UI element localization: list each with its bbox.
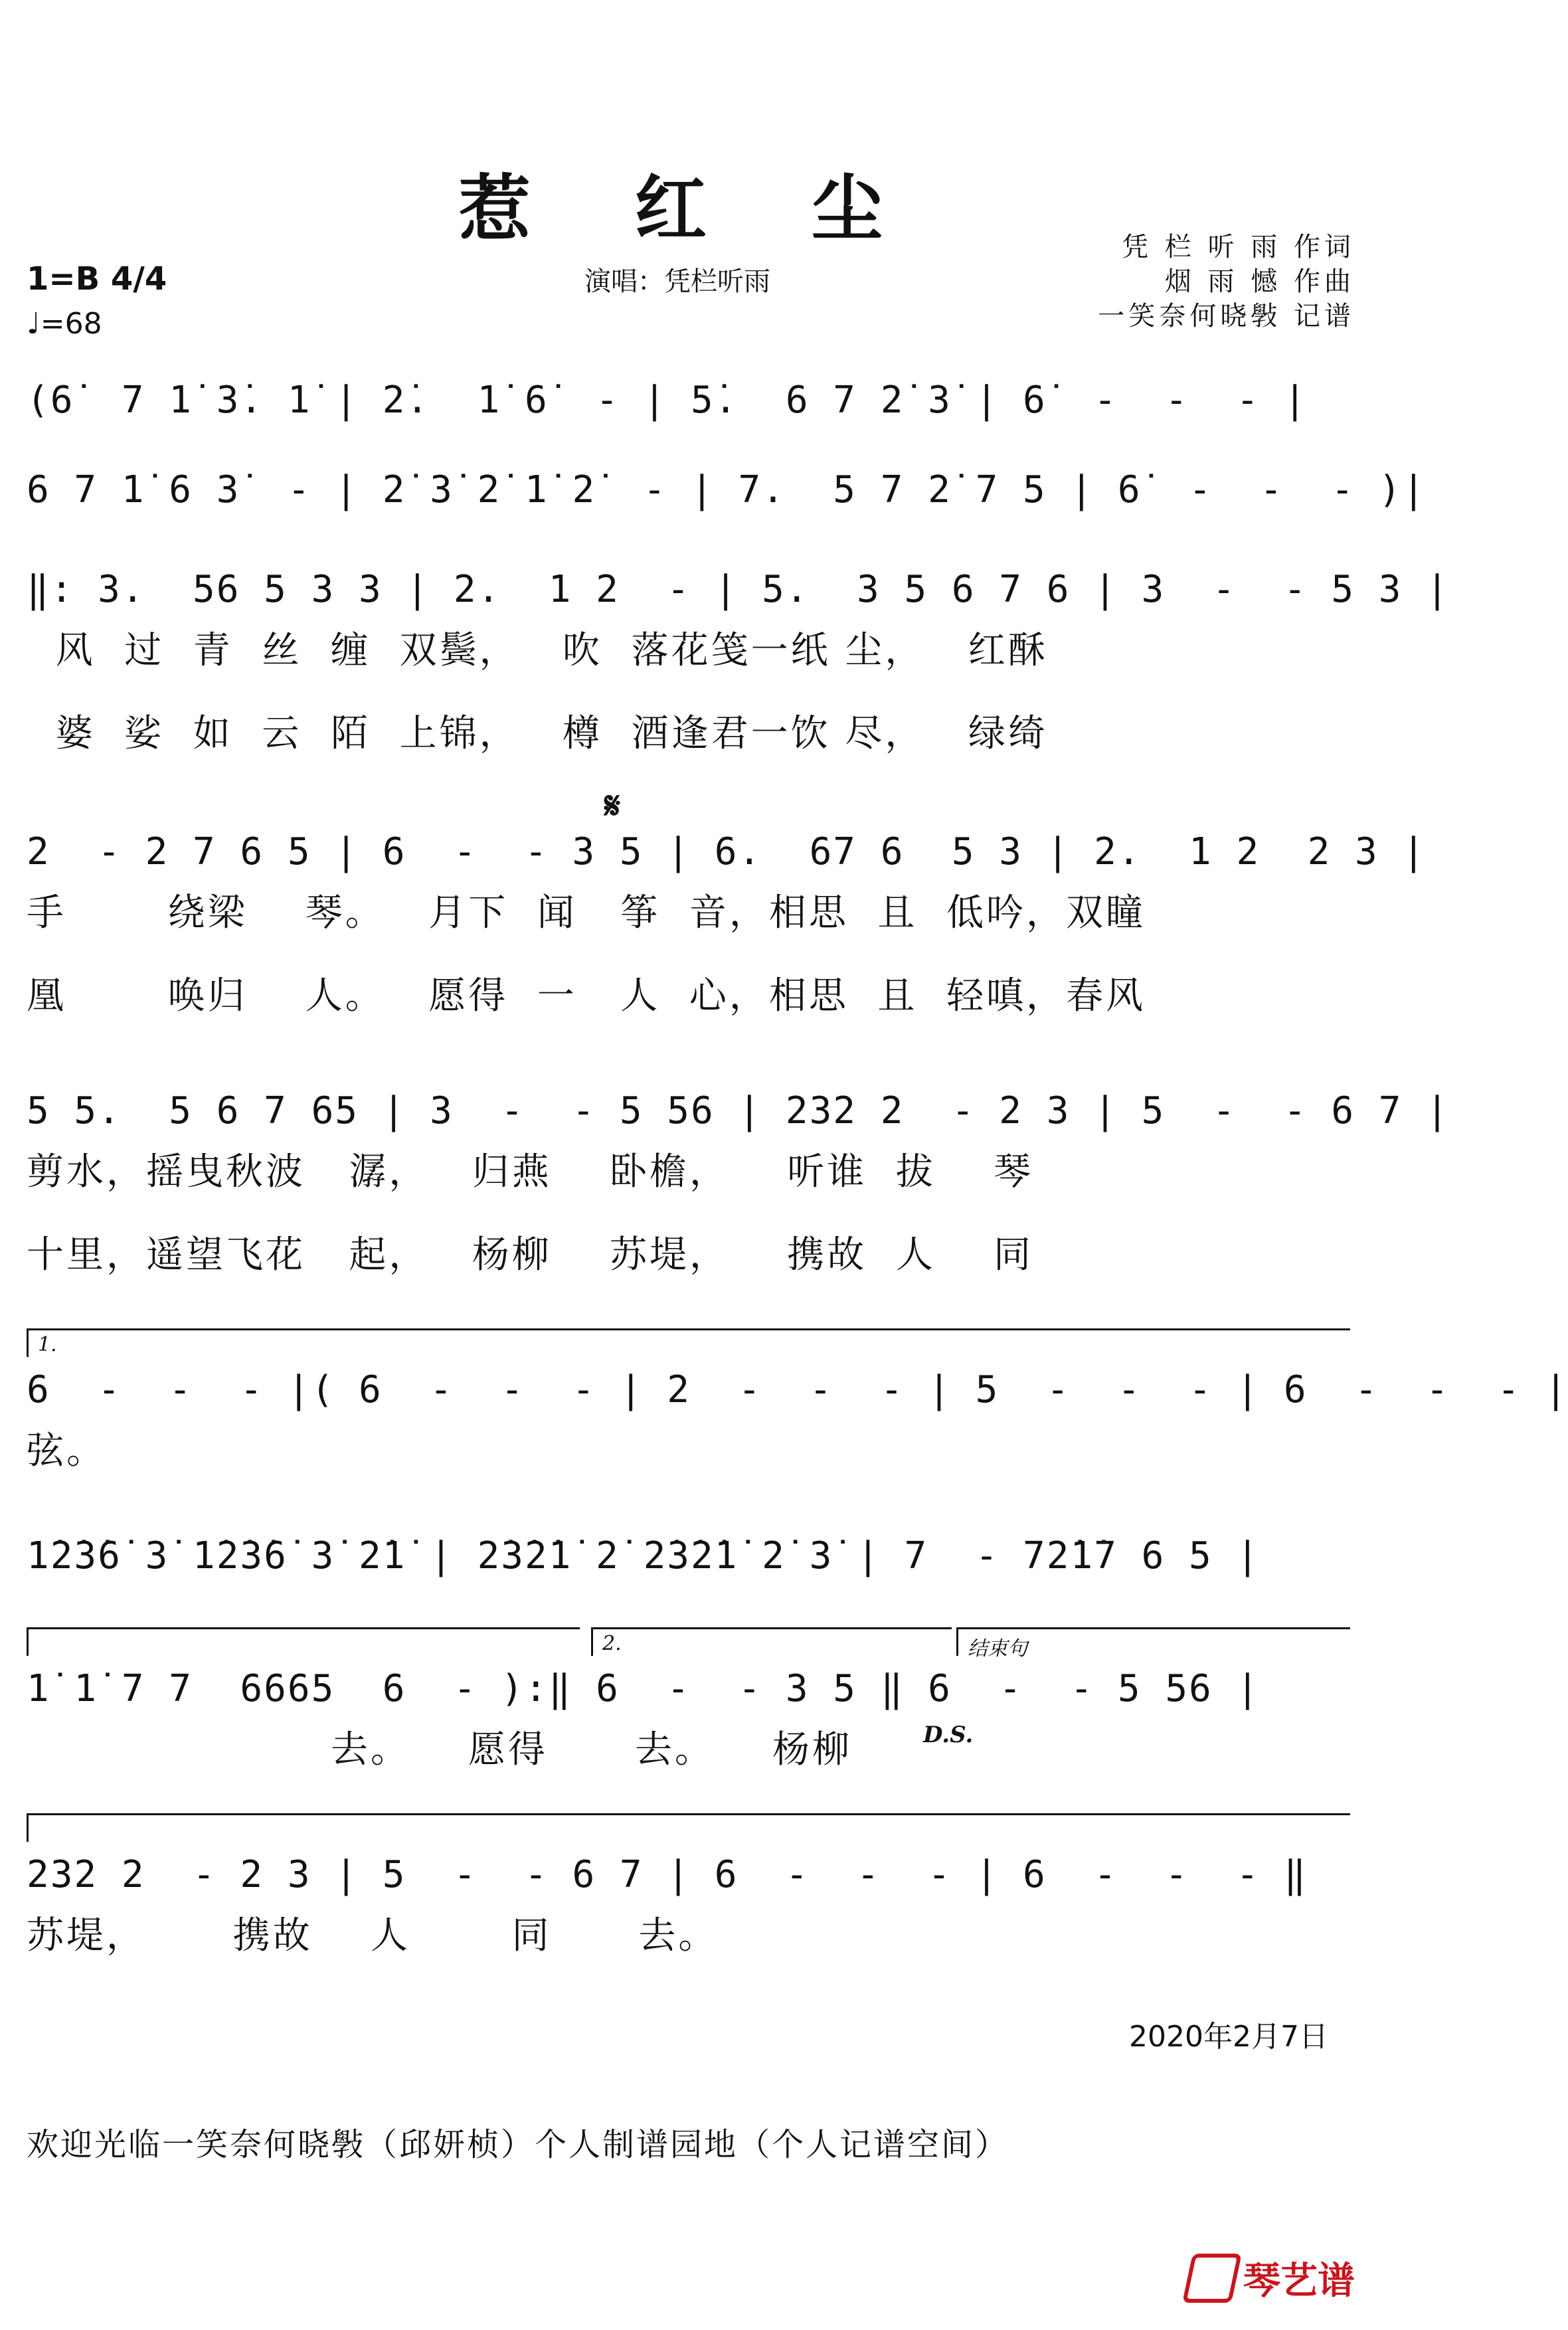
tempo-mark: ♩=68	[27, 307, 102, 341]
lyric-line: 凰 唤归 人。 愿得 一 人 心，相思 且 轻嗔，春风	[27, 974, 1146, 1018]
lyric-line: 剪水，摇曳秋波 潺， 归燕 卧檐， 听谁 拔 琴	[27, 1150, 1034, 1194]
dal-segno-mark: D.S.	[923, 1722, 974, 1748]
score-row-8	[27, 1667, 1355, 1727]
score-row-6	[27, 1368, 1568, 1428]
notation-line: 232 2 - 2 3 | 5 - - 6 7 | 6 - - - | 6 - - - ‖	[27, 1853, 1308, 1896]
score-row-5	[27, 1089, 1450, 1149]
score-row-3	[27, 568, 1450, 628]
lyric-line: 苏堤， 携故 人 同 去。	[27, 1914, 719, 1957]
segno-sign: 𝄋	[604, 784, 621, 828]
ending-bracket: 结束句	[956, 1627, 1350, 1656]
score-row-9	[27, 1853, 1355, 1913]
transcription-date: 2020年2月7日	[1129, 2020, 1328, 2054]
singer-credit: 演唱：凭栏听雨	[584, 266, 770, 297]
score-row-7	[27, 1534, 1355, 1594]
notation-line: 1̇2̇3̇6̇ 3̇ 1̇2̇3̇6̇ 3̇ 2̇1̇ | 2̇3̇2̇1̇ 2̇ 2̇3̇2̇1̇ 2̇ 3̇ | 7 - 72̇1̇7 6 5 |	[27, 1534, 1261, 1577]
score-title: 惹 红 尘	[458, 167, 923, 251]
ending-bracket-continued	[27, 1813, 1350, 1842]
lyricist-credit: 凭 栏 听 雨 作词	[1122, 232, 1355, 262]
lyric-line: 弦。	[27, 1429, 106, 1473]
score-row-4	[27, 830, 1427, 890]
volta-bracket-repeat	[27, 1627, 580, 1656]
volta-bracket-2: 2.	[591, 1627, 952, 1656]
volta-bracket-1: 1.	[27, 1328, 1350, 1357]
notation-line: 5 5. 5 6 7 65 | 3 - - 5 56 | 232 2 - 2 3 | 5 - - 6 7 |	[27, 1089, 1450, 1132]
transcriber-credit: 一笑奈何晓斅 记谱	[1098, 301, 1355, 331]
key-signature: 1=B 4/4	[27, 260, 167, 298]
notation-line: (6̇ 7 1̇ 3̇. 1̇ | 2̇. 1̇ 6̇ - | 5̇. 6 7 2̇ 3̇ | 6̇ - - - |	[27, 379, 1308, 422]
logo-text: 琴艺谱	[1243, 2260, 1355, 2303]
footer-note: 欢迎光临一笑奈何晓斅（邱妍桢）个人制谱园地（个人记谱空间）	[27, 2126, 1009, 2163]
notation-line: 6 7 1̇ 6 3̇ - | 2̇ 3̇ 2̇ 1̇ 2̇ - | 7. 5 7 2̇ 7 5 | 6̇ - - - )|	[27, 468, 1427, 511]
notation-line: ‖: 3. 56 5 3 3 | 2. 1 2 - | 5. 3 5 6 7 6 | 3 - - 5 3 |	[27, 568, 1450, 611]
site-logo	[1187, 2252, 1355, 2305]
notation-line: 6 - - - |( 6 - - - | 2 - - - | 5 - - - | 6 - - - |	[27, 1368, 1568, 1411]
lyric-line: 去。 愿得 去。 杨柳	[27, 1728, 853, 1771]
notation-line: 2 - 2 7 6 5 | 6 - - 3 5 | 6. 67 6 5 3 | 2. 1 2 2 3 |	[27, 830, 1427, 873]
score-row-1	[27, 379, 1355, 438]
lyric-line: 手 绕梁 琴。 月下 闻 筝 音，相思 且 低吟，双瞳	[27, 891, 1146, 935]
composer-credit: 烟 雨 憾 作曲	[1164, 266, 1355, 297]
logo-mark-icon	[1182, 2254, 1242, 2303]
lyric-line: 风 过 青 丝 缠 双鬓， 吹 落花笺一纸 尘， 红酥	[27, 629, 1048, 672]
lyric-line: 十里，遥望飞花 起， 杨柳 苏堤， 携故 人 同	[27, 1233, 1034, 1277]
notation-line: 1̇ 1̇ 7 7 6665 6 - ):‖ 6 - - 3 5 ‖ 6 - - 5 56 |	[27, 1667, 1261, 1710]
lyric-line: 婆 娑 如 云 陌 上锦， 樽 酒逢君一饮 尽， 绿绮	[27, 712, 1048, 755]
score-row-2	[27, 468, 1427, 528]
